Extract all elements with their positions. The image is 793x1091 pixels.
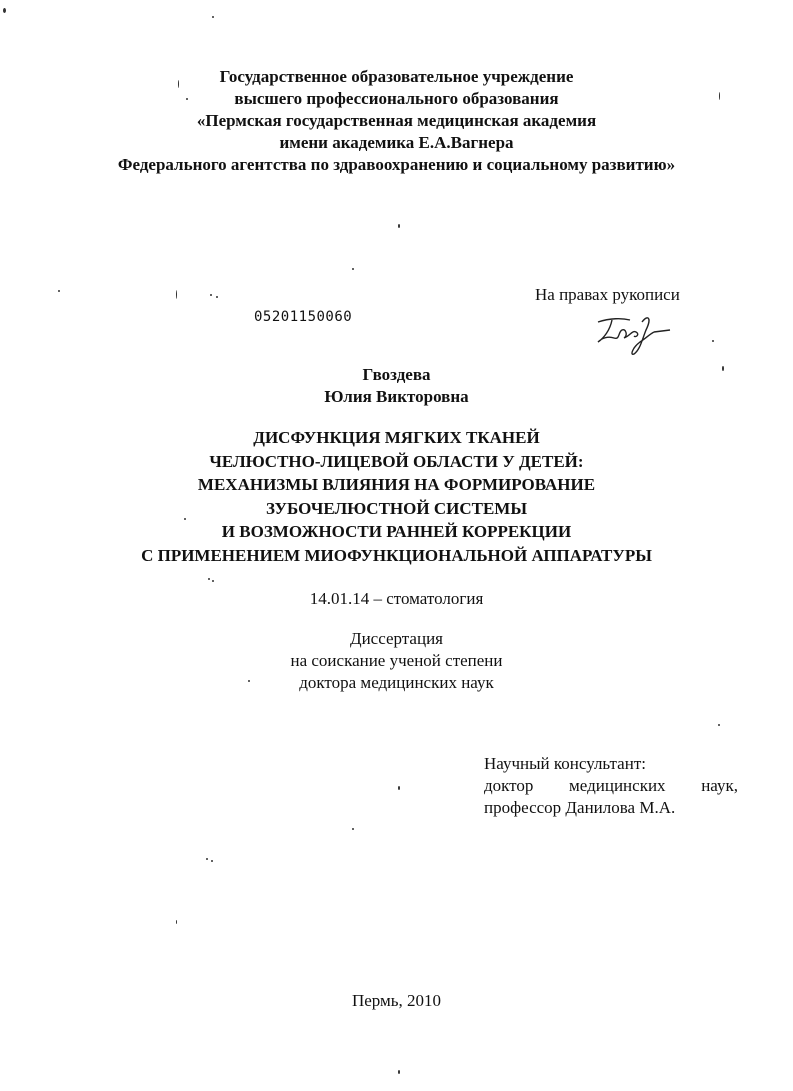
- author-block: [0, 364, 793, 408]
- institution-line-3: «Пермская государственная медицинская академия: [196, 111, 597, 130]
- scan-speck: [186, 98, 188, 100]
- scan-speck: [712, 340, 714, 342]
- title-line-4: ЗУБОЧЕЛЮСТНОЙ СИСТЕМЫ: [265, 498, 528, 518]
- degree-statement: [0, 628, 793, 694]
- scan-speck: [3, 8, 6, 13]
- title-line-6: С ПРИМЕНЕНИЕМ МИОФУНКЦИОНАЛЬНОЙ АППАРАТУРЫ: [141, 545, 652, 565]
- scan-speck: [212, 16, 214, 18]
- scan-speck: [719, 92, 720, 100]
- title-line-2: ЧЕЛЮСТНО-ЛИЦЕВОЙ ОБЛАСТИ У ДЕТЕЙ:: [209, 451, 584, 471]
- author-given-names: Юлия Викторовна: [324, 387, 469, 406]
- scan-speck: [722, 366, 724, 371]
- specialty-code: 14.01.14 – стоматология: [309, 589, 484, 608]
- handwritten-signature: [590, 308, 680, 358]
- consultant-degree: [484, 775, 738, 797]
- scan-speck: [352, 828, 354, 830]
- consultant-name: профессор Данилова М.А.: [484, 798, 676, 817]
- scan-speck: [248, 680, 250, 682]
- title-line-5: И ВОЗМОЖНОСТИ РАННЕЙ КОРРЕКЦИИ: [221, 522, 572, 541]
- consultant-label: Научный консультант:: [484, 754, 646, 773]
- scan-speck: [208, 578, 210, 580]
- scan-speck: [398, 224, 400, 228]
- title-line-3: МЕХАНИЗМЫ ВЛИЯНИЯ НА ФОРМИРОВАНИЕ: [197, 475, 596, 494]
- scan-speck: [206, 858, 208, 860]
- scan-speck: [178, 80, 179, 88]
- dissertation-title: [0, 426, 793, 567]
- scientific-consultant: [484, 753, 738, 819]
- scan-speck: [210, 294, 212, 296]
- degree-line-1: Диссертация: [349, 629, 443, 648]
- scan-speck: [352, 268, 354, 270]
- manuscript-note: На правах рукописи: [535, 285, 680, 304]
- title-line-1: ДИСФУНКЦИЯ МЯГКИХ ТКАНЕЙ: [253, 428, 540, 447]
- scan-speck: [718, 724, 720, 726]
- scan-speck: [176, 290, 177, 299]
- scan-speck: [216, 296, 218, 298]
- scan-speck: [398, 1070, 400, 1074]
- degree-line-3: доктора медицинских наук: [299, 673, 494, 692]
- archive-code: 05201150060: [254, 309, 353, 325]
- scan-speck: [176, 920, 177, 924]
- consultant-degree-word-2: медицинских: [569, 776, 666, 795]
- institution-header: [0, 66, 793, 176]
- scan-speck: [211, 860, 213, 862]
- scan-speck: [212, 580, 214, 582]
- scan-speck: [58, 290, 60, 292]
- author-surname: Гвоздева: [362, 365, 431, 384]
- institution-line-2: высшего профессионального образования: [234, 89, 559, 108]
- consultant-degree-word-3: наук,: [701, 776, 738, 795]
- scan-speck: [184, 518, 186, 520]
- city-year: Пермь, 2010: [351, 991, 442, 1010]
- consultant-degree-word-1: доктор: [484, 776, 534, 795]
- institution-line-5: Федерального агентства по здравоохранению и социальному развитию»: [117, 155, 676, 174]
- degree-line-2: на соискание ученой степени: [290, 651, 503, 670]
- institution-line-4: имени академика Е.А.Вагнера: [279, 133, 514, 152]
- institution-line-1: Государственное образовательное учреждение: [219, 67, 574, 86]
- scan-speck: [398, 786, 400, 790]
